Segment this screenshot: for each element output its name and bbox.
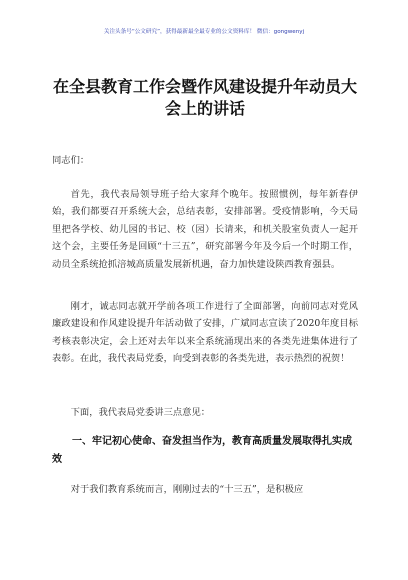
paragraph-opening: 首先，我代表局领导班子给大家拜个晚年。按照惯例，每年新春伊始，我们都要召开系统大会，总结表彰，安排部署。受疫情影响，今天局里把各学校、幼儿园的书记、校（园）长请来，和机关股室负责人一起开这个会，主要任务是回顾“十三五”，研究部署今年及今后一个时期工作，动员全系统抢抓涪城高质量发展新机遇，奋力加快建设陕西教育强县。 — [52, 189, 358, 270]
paragraph-intro-points: 下面，我代表局党委讲三点意见： — [70, 407, 211, 418]
paragraph-section-1-start: 对于我们教育系统而言，刚刚过去的“十三五”，是积极应 — [70, 484, 304, 495]
document-title: 在全县教育工作会暨作风建设提升年动员大会上的讲话 — [52, 77, 357, 118]
promo-banner: 关注头条号“公文研究”，获得最新最全最专业的公文资料库！ 微信：gongwenyj — [103, 29, 305, 35]
salutation: 同志们： — [52, 155, 90, 166]
paragraph-review: 刚才，诚志同志就开学前各项工作进行了全面部署，向前同志对党风廉政建设和作风建设提升年活动做了安排，广斌同志宣读了2020年度目标考核表彰决定，会上还对去年以来全系统涌现出来的各类先进集体进行了表彰。在此，我代表局党委，向受到表彰的各类先进，表示热烈的祝贺！ — [52, 301, 358, 365]
section-heading-1: 一、牢记初心使命、奋发担当作为，教育高质量发展取得扎实成效 — [52, 436, 352, 465]
